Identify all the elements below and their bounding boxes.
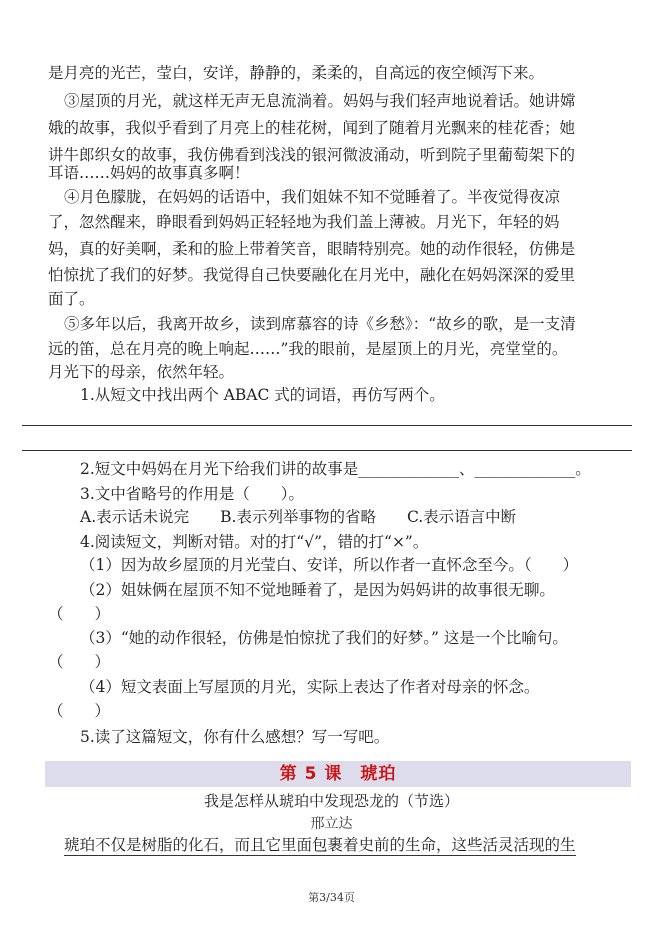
question-2: 2.短文中妈妈在月光下给我们讲的故事是_____________、_____________。 [80, 460, 591, 478]
lesson-banner [45, 761, 631, 787]
question-4: 4.阅读短文，判断对错。对的打“√”，错的打“×”。 [80, 533, 429, 551]
passage-line: 月光下的母亲，依然年轻。 [48, 363, 235, 381]
question-1: 1.从短文中找出两个 ABAC 式的词语，再仿写两个。 [80, 386, 445, 404]
question-3: 3.文中省略号的作用是（ ）。 [80, 485, 305, 503]
lesson-first-line [64, 835, 576, 855]
answer-line[interactable] [22, 450, 632, 451]
question-4-item-3: （3）“她的动作很轻，仿佛是怕惊扰了我们的好梦。” 这是一个比喻句。 [80, 629, 568, 647]
passage-line: 妈，真的好美啊，柔和的脸上带着笑音，眼睛特别亮。她的动作很轻，仿佛是 [48, 240, 576, 258]
page-number: 第3/34页 [308, 891, 355, 904]
answer-line[interactable] [22, 425, 632, 426]
answer-paren[interactable]: （ ） [48, 605, 111, 623]
question-4-item-4: （4）短文表面上写屋顶的月光，实际上表达了作者对母亲的怀念。 [80, 678, 540, 696]
passage-line: 了，忽然醒来，睁眼看到妈妈正轻轻地为我们盖上薄被。月光下，年轻的妈 [48, 213, 560, 231]
passage-line: 远的笛，总在月亮的晚上响起……”我的眼前，是屋顶上的月光，亮堂堂的。 [48, 340, 568, 358]
question-4-item-1: （1）因为故乡屋顶的月光莹白、安详，所以作者一直怀念至今。（ ） [80, 556, 579, 574]
passage-line: ⑤多年以后，我离开故乡，读到席慕容的诗《乡愁》：“故乡的歌，是一支清 [64, 315, 576, 333]
passage-line: 娥的故事，我似乎看到了月亮上的桂花树，闻到了随着月光飘来的桂花香；她 [48, 119, 576, 137]
lesson-author: 邢立达 [310, 816, 353, 832]
answer-paren[interactable]: （ ） [48, 653, 111, 671]
passage-line: 讲牛郎织女的故事，我仿佛看到浅浅的银河微波涌动，听到院子里葡萄架下的 [48, 146, 576, 164]
passage-line: 怕惊扰了我们的好梦。我觉得自己快要融化在月光中，融化在妈妈深深的爱里 [48, 266, 576, 284]
question-5: 5.读了这篇短文，你有什么感想？写一写吧。 [80, 728, 390, 746]
passage-line: 耳语……妈妈的故事真多啊！ [48, 164, 250, 182]
lesson-subtitle: 我是怎样从琥珀中发现恐龙的（节选） [203, 792, 459, 810]
answer-paren[interactable]: （ ） [48, 702, 111, 720]
passage-line: ④月色朦胧，在妈妈的话语中，我们姐妹不知不觉睡着了。半夜觉得夜凉 [64, 188, 561, 206]
passage-line: 是月亮的光芒，莹白，安详，静静的，柔柔的，自高远的夜空倾泻下来。 [48, 64, 545, 82]
lesson-text: 琥珀不仅是树脂的化石，而且它里面包裹着史前的生命，这些活灵活现的生 [64, 836, 576, 854]
question-3-options: A.表示话未说完 B.表示列举事物的省略 C.表示语言中断 [80, 508, 517, 526]
passage-line: 面了。 [48, 290, 95, 308]
passage-line: ③屋顶的月光，就这样无声无息流淌着。妈妈与我们轻声地说着话。她讲嫦 [64, 92, 576, 110]
lesson-title: 第 5 课 琥珀 [279, 764, 397, 784]
question-4-item-2: （2）姐妹俩在屋顶不知不觉地睡着了，是因为妈妈讲的故事很无聊。 [80, 581, 555, 599]
